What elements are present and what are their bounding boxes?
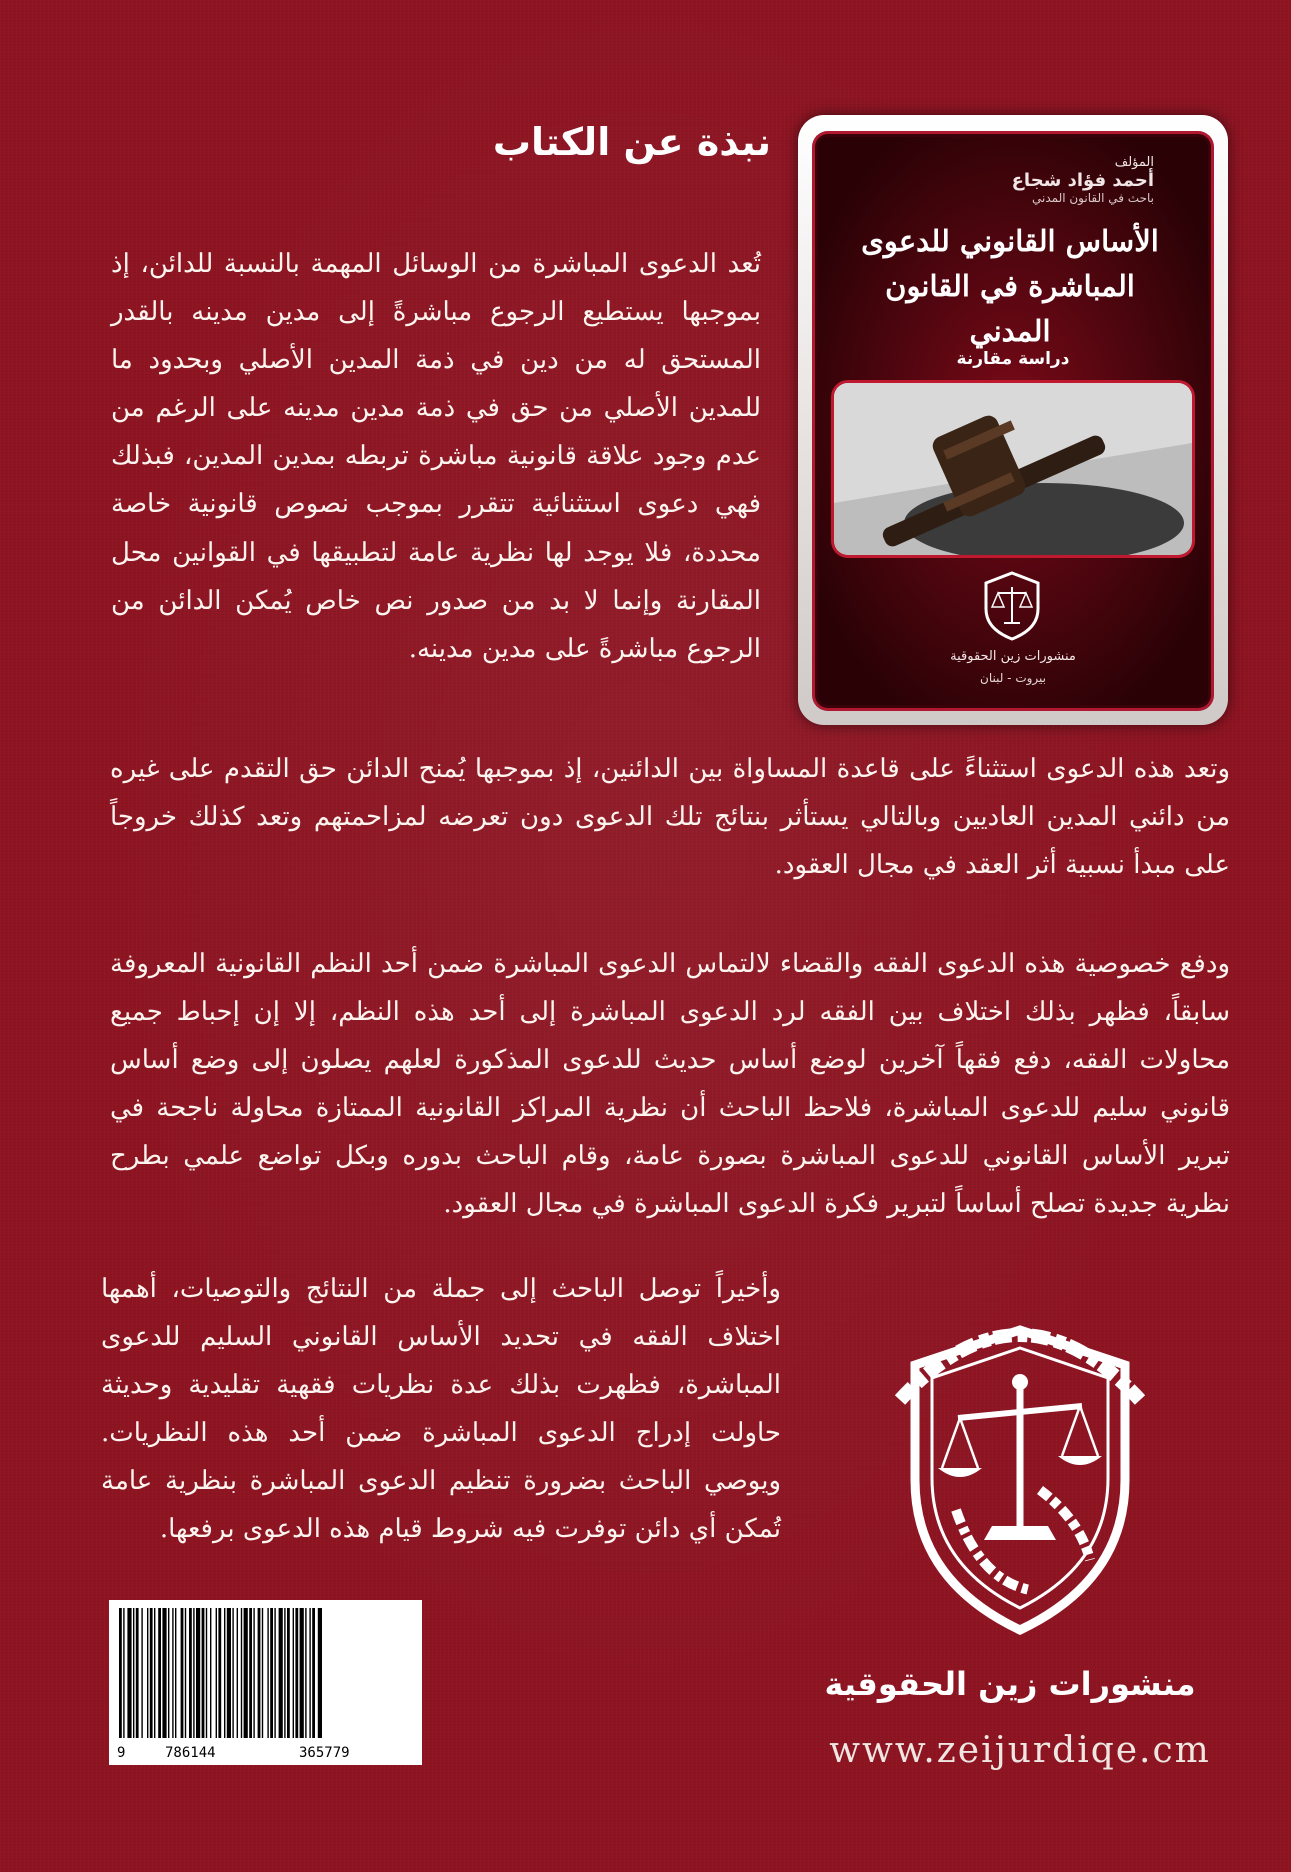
cover-city: بيروت - لبنان [980,671,1046,685]
barcode-right-group: 365779 [299,1745,350,1761]
publisher-logo-icon [880,1290,1160,1650]
gavel-photo [834,383,1192,555]
cover-author-label: المؤلف [1114,155,1154,170]
barcode-prefix: 9 [117,1745,126,1761]
publisher-website[interactable]: www.zeijurdiqe.cm [829,1730,1211,1771]
paragraph-jurisprudence: ودفع خصوصية هذه الدعوى الفقه والقضاء لالتماس الدعوى المباشرة ضمن أحد النظم القانونية المعروفة سابقاً، فظهر بذلك اختلاف بين الفقه لرد الدعوى المباشرة إلى أحد هذه النظم، إلا إن إحباط جميع محاولات الفقه، دفع فقهاً آخرين لوضع أساس حديث للدعوى المذكورة لعلهم يصلون إلى وضع أساس قانوني سليم للدعوى المباشرة، فلاحظ الباحث أن نظرية المراكز القانونية الممتازة محاولة ناجحة في تبرير الأساس القانوني للدعوى المباشرة بصورة عامة، وقام الباحث بدوره وبكل تواضع علمي بطرح نظرية جديدة تصلح أساساً لتبرير فكرة الدعوى المباشرة في مجال العقود. [110,949,1230,1220]
cover-author-block [894,155,1154,205]
gavel-icon [834,383,1192,555]
paragraph-exception: وتعد هذه الدعوى استثناءً على قاعدة المساواة بين الدائنين، إذ بموجبها يُمنح الدائن حق التقدم على غيره من دائني المدين العاديين وبالتالي يستأثر بنتائج تلك الدعوى دون تعرضه لمزاحمتهم وتعد كذلك خروجاً على مبدأ نسبية أثر العقد في مجال العقود. [110,754,1230,881]
paragraph-intro: تُعد الدعوى المباشرة من الوسائل المهمة بالنسبة للدائن، إذ بموجبها يستطيع الرجوع مباشرةً إلى مدين مدينه بالقدر المستحق له من دين في ذمة المدين الأصلي وبحدود ما للمدين الأصلي من حق في ذمة مدين مدينه على الرغم من عدم وجود علاقة قانونية مباشرة تربطه بمدين المدين، فبذلك فهي دعوى استثنائية تتقرر بموجب نصوص قانونية خاصة محددة، فلا يوجد لها نظرية عامة لتطبيقها في القوانين محل المقارنة وإنما لا بد من صدور نص خاص يُمكن الدائن من الرجوع مباشرةً على مدين مدينه. [111,249,761,664]
section-heading: نبذة عن الكتاب [492,120,771,164]
cover-author-role: باحث في القانون المدني [1031,191,1154,205]
book-cover [812,131,1214,711]
isbn-barcode [109,1600,422,1765]
cover-publisher: منشورات زين الحقوقية [950,649,1076,664]
barcode-left-group: 786144 [165,1745,216,1761]
cover-author: أحمد فؤاد شجاع [1011,170,1154,191]
cover-scales-logo-icon [982,571,1042,641]
paragraph-conclusion: وأخيراً توصل الباحث إلى جملة من النتائج والتوصيات، أهمها اختلاف الفقه في تحديد الأساس القانوني السليم للدعوى المباشرة، فظهرت بذلك عدة نظريات فقهية تقليدية وحديثة حاولت إدراج الدعوى المباشرة ضمن أحد هذه النظريات. ويوصي الباحث بضرورة تنظيم الدعوى المباشرة بنظرية عامة تُمكن أي دائن توفرت فيه شروط قيام هذه الدعوى برفعها. [101,1274,781,1545]
barcode-bars-icon [119,1608,412,1738]
cover-title: الأساس القانوني للدعوى المباشرة في القانون المدني [861,224,1159,348]
publisher-name: منشورات زين الحقوقية [824,1665,1196,1703]
book-cover-thumbnail [798,115,1228,725]
cover-subtitle: دراسة مقارنة [956,349,1070,369]
